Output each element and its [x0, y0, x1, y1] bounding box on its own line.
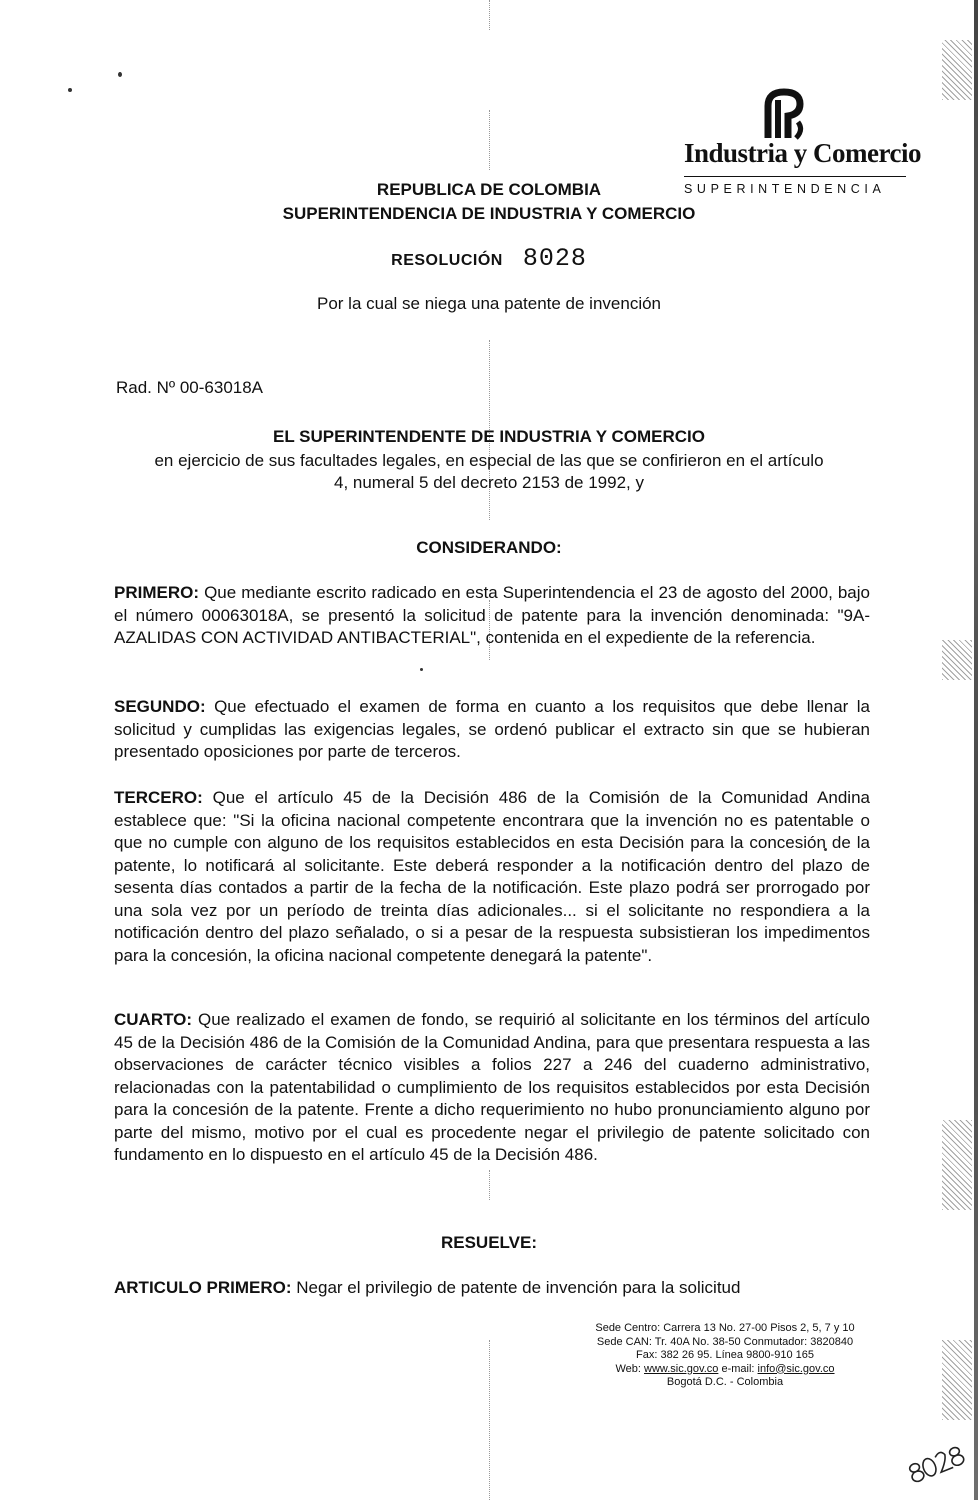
authority-line-2: 4, numeral 5 del decreto 2153 de 1992, y: [334, 473, 644, 492]
scan-noise: [942, 1120, 972, 1210]
fold-line: [489, 0, 490, 30]
header-country: REPUBLICA DE COLOMBIA: [376, 180, 602, 199]
fold-line: [489, 1170, 490, 1200]
section-text: Que mediante escrito radicado en esta Superintendencia el 23 de agosto del 2000, bajo el número 00063018A, se presentó la solicitud de patente para la invención denominada: "9A-AZALIDAS CON ACTIVIDAD ANTIBACTERIAL", contenida en el expediente de la referencia.: [114, 583, 870, 647]
section-label: PRIMERO:: [114, 583, 199, 602]
section-text: Que realizado el examen de fondo, se requirió al solicitante en los términos del artículo 45 de la Decisión 486 de la Comisión de la Comunidad Andina, para que presentara respuesta a las observaciones de carácter técnico visibles a folios 227 a 246 del cuaderno administrativo, relacionadas con la patentabilidad o cumplimiento de los requisitos establecidos por esta Decisión para la concesión de la patente. Frente a dicho requerimiento no hubo pronunciamiento alguno por parte del mismo, motivo por el cual es procedente negar el privilegio de patente solicitado con fundamento en lo dispuesto en el artículo 45 de la Decisión 486.: [114, 1010, 870, 1164]
section-primero: [114, 582, 870, 650]
scan-noise: [942, 40, 972, 100]
articulo-text: Negar el privilegio de patente de invención para la solicitud: [296, 1278, 741, 1297]
resolution-label: RESOLUCIÓN: [391, 252, 503, 269]
web-label: Web:: [615, 1362, 641, 1375]
footer-line: Sede Centro: Carrera 13 No. 27-00 Pisos 2, 5, 7 y 10: [595, 1322, 855, 1334]
sic-logo-mark-icon: [754, 86, 814, 141]
email-link[interactable]: info@sic.gov.co: [757, 1362, 835, 1375]
resolution-heading: [0, 244, 978, 273]
section-label: SEGUNDO:: [114, 697, 206, 716]
logo-title: Industria y Comercio: [684, 138, 921, 168]
section-text: Que el artículo 45 de la Decisión 486 de la Comisión de la Comunidad Andina establece que: "Si la oficina nacional competente encontrara que la invención no es patentable o que no cumple con alguno de los requisitos establecidos en esta Decisión para la concesión de la patente, lo notificará al solicitante. Este deberá responder a la notificación dentro del plazo de sesenta días contados a partir de la fecha de la notificación. Este plazo podrá ser prorrogado por una sola vez por un período de treinta días adicionales... si el solicitante no respondiera a la notificación dentro del plazo señalado, o si a pesar de la respuesta subsistieran los impedimentos para la concesión, la oficina nacional competente denegará la patente".: [114, 788, 870, 965]
email-label: e-mail:: [721, 1362, 755, 1375]
scan-speck: [118, 72, 122, 77]
footer-address: [560, 1322, 890, 1390]
authority-title: EL SUPERINTENDENTE DE INDUSTRIA Y COMERCIO: [273, 427, 705, 446]
section-tercero: [114, 787, 870, 967]
footer-line: Sede CAN: Tr. 40A No. 38-50 Conmutador: 3820840: [596, 1335, 854, 1348]
section-label: TERCERO:: [114, 788, 203, 807]
handwritten-stamp-number: [905, 1440, 965, 1490]
considerando-heading: CONSIDERANDO:: [416, 538, 562, 557]
section-text: Que efectuado el examen de forma en cuanto a los requisitos que debe llenar la solicitud y cumplidas las exigencias legales, se ordenó publicar el extracto sin que se hubieran presentado oposiciones por parte de terceros.: [114, 697, 871, 761]
scan-speck: [420, 668, 423, 671]
logo-divider: [684, 176, 906, 177]
scan-noise: [942, 1340, 972, 1420]
logo-subtitle: SUPERINTENDENCIA: [684, 182, 886, 196]
scan-speck: [68, 88, 72, 92]
fold-line: [489, 110, 490, 170]
radicado-number: Rad. Nº 00-63018A: [116, 378, 264, 397]
section-cuarto: [114, 1009, 870, 1167]
web-link[interactable]: www.sic.gov.co: [644, 1362, 719, 1375]
scan-noise: [942, 640, 972, 680]
resuelve-heading: RESUELVE:: [440, 1233, 538, 1252]
footer-line: Bogotá D.C. - Colombia: [666, 1376, 784, 1388]
resolution-subject: Por la cual se niega una patente de invención: [316, 294, 662, 313]
articulo-label: ARTICULO PRIMERO:: [114, 1278, 292, 1297]
header-entity: SUPERINTENDENCIA DE INDUSTRIA Y COMERCIO: [282, 204, 696, 223]
resolution-number: 8028: [522, 244, 587, 273]
fold-line: [489, 1340, 490, 1500]
footer-line: Fax: 382 26 95. Línea 9800-910 165: [636, 1349, 814, 1361]
footer-web-line: [560, 1363, 890, 1377]
articulo-primero: [114, 1277, 870, 1300]
scan-edge: [974, 0, 978, 1500]
section-segundo: [114, 696, 870, 764]
authority-line-1: en ejercicio de sus facultades legales, en especial de las que se confirieron en el artículo: [154, 451, 824, 470]
section-label: CUARTO:: [114, 1010, 193, 1029]
